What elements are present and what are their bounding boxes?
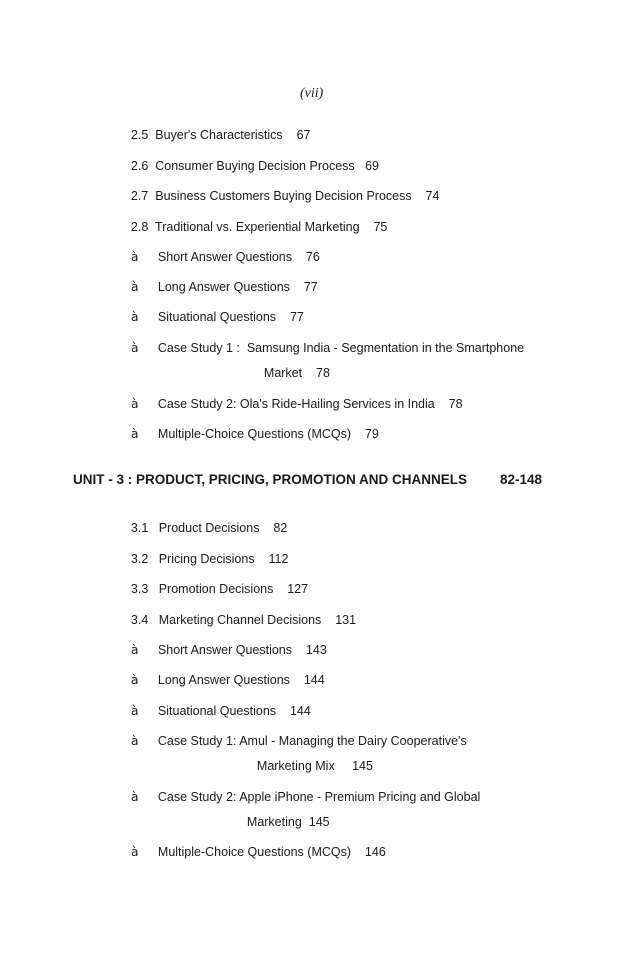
item-continuation: Marketing Mix bbox=[256, 759, 335, 773]
entry-page: 131 bbox=[335, 613, 357, 627]
entry-number: 3.3 bbox=[130, 582, 149, 596]
entry-title: Promotion Decisions bbox=[158, 582, 274, 596]
toc-item-text bbox=[144, 324, 524, 372]
entry-number: 2.5 bbox=[130, 128, 149, 142]
item-page: 144 bbox=[289, 704, 311, 718]
toc-item bbox=[117, 410, 139, 458]
entry-page: 112 bbox=[268, 552, 289, 566]
entry-number: 3.1 bbox=[130, 521, 149, 535]
entry-title: Pricing Decisions bbox=[158, 552, 255, 566]
item-page: 78 bbox=[316, 366, 330, 380]
item-title: Case Study 2: Apple iPhone - Premium Pricing and Global bbox=[157, 790, 481, 804]
bullet-icon: à bbox=[130, 249, 139, 264]
item-page: 146 bbox=[364, 845, 386, 859]
entry-title: Business Customers Buying Decision Process bbox=[155, 189, 412, 203]
item-title: Case Study 1: Amul - Managing the Dairy Cooperative's bbox=[157, 734, 467, 748]
toc-item-text bbox=[144, 828, 386, 876]
entry-page: 74 bbox=[425, 189, 440, 203]
item-title: Case Study 1 : Samsung India - Segmentation in the Smartphone bbox=[157, 341, 525, 355]
entry-number: 2.7 bbox=[130, 189, 149, 203]
entry-title: Consumer Buying Decision Process bbox=[155, 159, 355, 173]
toc-item bbox=[117, 828, 139, 876]
item-page: 77 bbox=[289, 310, 304, 324]
item-page: 145 bbox=[308, 815, 330, 829]
bullet-icon: à bbox=[130, 340, 139, 355]
item-page: 77 bbox=[303, 280, 318, 294]
toc-item bbox=[117, 717, 139, 765]
entry-number: 2.8 bbox=[130, 220, 149, 234]
item-title: Long Answer Questions bbox=[157, 673, 290, 687]
bullet-icon: à bbox=[130, 642, 139, 657]
item-page: 79 bbox=[364, 427, 379, 441]
unit-page-range: 82-148 bbox=[500, 472, 543, 487]
entry-number: 2.6 bbox=[130, 159, 149, 173]
item-title: Short Answer Questions bbox=[157, 250, 293, 264]
toc-item bbox=[117, 773, 139, 821]
toc-item-text bbox=[144, 410, 379, 458]
bullet-icon: à bbox=[130, 844, 139, 859]
item-page: 143 bbox=[305, 643, 327, 657]
item-continuation: Marketing bbox=[246, 815, 302, 829]
bullet-icon: à bbox=[130, 789, 139, 804]
bullet-icon: à bbox=[130, 733, 139, 748]
bullet-icon: à bbox=[130, 426, 139, 441]
bullet-icon: à bbox=[130, 279, 139, 294]
item-page: 76 bbox=[305, 250, 320, 264]
item-continuation: Market bbox=[263, 366, 303, 380]
entry-title: Traditional vs. Experiential Marketing bbox=[155, 220, 360, 234]
bullet-icon: à bbox=[130, 672, 139, 687]
item-title: Long Answer Questions bbox=[157, 280, 290, 294]
unit-heading: UNIT - 3 : PRODUCT, PRICING, PROMOTION AND CHANNELS bbox=[73, 472, 468, 487]
bullet-icon: à bbox=[130, 396, 139, 411]
item-title: Short Answer Questions bbox=[157, 643, 293, 657]
entry-title: Buyer's Characteristics bbox=[155, 128, 283, 142]
bullet-icon: à bbox=[130, 309, 139, 324]
entry-page: 67 bbox=[296, 128, 311, 142]
item-title: Case Study 2: Ola's Ride-Hailing Services in India bbox=[157, 397, 435, 411]
entry-page: 82 bbox=[273, 521, 288, 535]
page-number: (vii) bbox=[300, 86, 324, 101]
toc-item bbox=[117, 324, 139, 372]
item-title: Situational Questions bbox=[157, 310, 277, 324]
item-title: Multiple-Choice Questions (MCQs) bbox=[157, 845, 352, 859]
item-title: Situational Questions bbox=[157, 704, 277, 718]
item-title: Multiple-Choice Questions (MCQs) bbox=[157, 427, 352, 441]
item-page: 144 bbox=[303, 673, 325, 687]
entry-page: 75 bbox=[373, 220, 388, 234]
entry-page: 69 bbox=[365, 159, 379, 173]
entry-title: Product Decisions bbox=[158, 521, 260, 535]
bullet-icon: à bbox=[130, 703, 139, 718]
entry-number: 3.4 bbox=[130, 613, 149, 627]
item-page: 145 bbox=[352, 759, 373, 773]
entry-number: 3.2 bbox=[130, 552, 149, 566]
entry-title: Marketing Channel Decisions bbox=[158, 613, 322, 627]
entry-page: 127 bbox=[287, 582, 309, 596]
item-page: 78 bbox=[448, 397, 463, 411]
